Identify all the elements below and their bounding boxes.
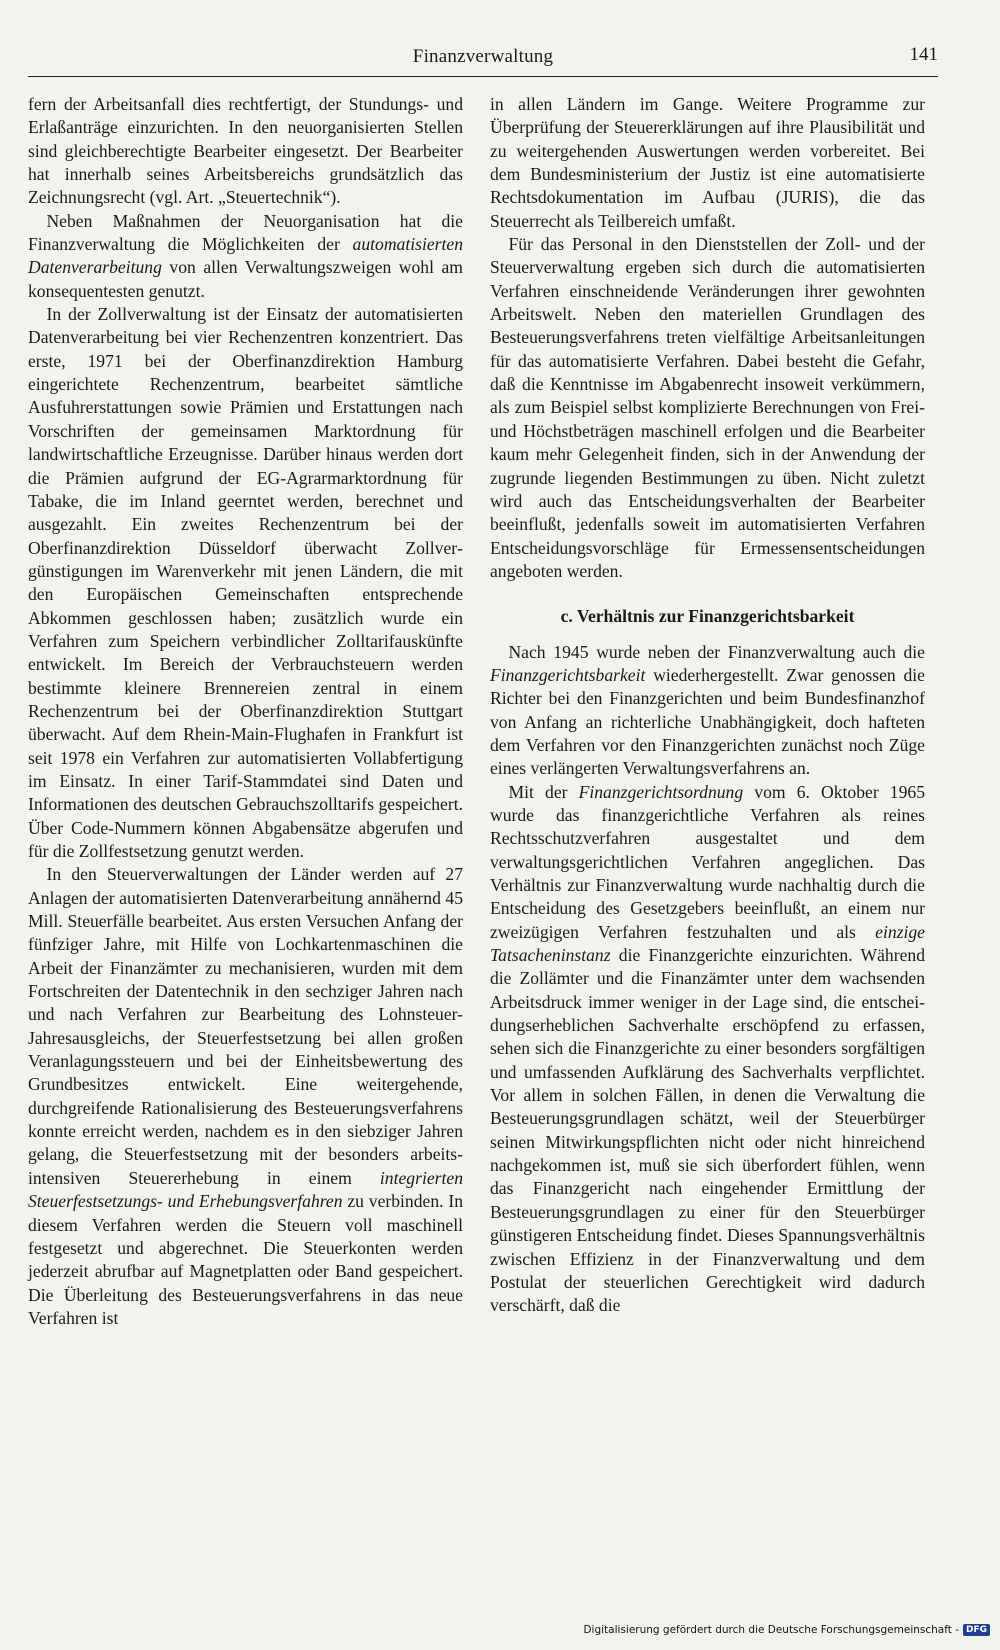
footer-text: Digitalisierung gefördert durch die Deutsche Forschungsgemeinschaft -: [583, 1624, 959, 1636]
emphasis: Finanzgerichtsbarkeit: [490, 664, 646, 685]
section-heading: c. Verhältnis zur Finanzgerichtsbarkeit: [560, 606, 855, 627]
running-header: [28, 42, 938, 77]
page-number: 141: [909, 44, 938, 65]
paragraph: Für das Personal in den Dienststellen der Zoll- und der Steuerverwaltung ergeben sich durch die automatisierten Verfahren einschneidende Veränderungen ihrer gewohnten Arbeitswelt. Neben den materiellen Grundlagen des Besteuerungsverfahrens treten vielfältige Arbeitsanleitungen für das automatisierte Verfahren. Dabei besteht die Gefahr, daß die Kenntnisse im Abgabenrecht insoweit verkümmern, als zum Beispiel selbst komplizierte Berechnungen von Frei- und Höchstbeträgen maschinell erfolgen und die Bearbeiter kaum mehr Gelegenheit finden, sich in der Anwendung der zugrunde liegenden Bestimmungen zu üben. Nicht zuletzt wird auch das Entscheidungsverhalten der Bearbeiter beeinflußt, jedenfalls soweit im automatisierten Verfahren Entscheidungsvorschläge für Ermessensentscheidungen angeboten werden.: [490, 234, 925, 581]
dfg-logo: DFG: [963, 1624, 990, 1636]
right-column: [490, 93, 925, 1318]
paragraph: Neben Maßnahmen der Neuorganisation hat die Finanzverwaltung die Möglichkeiten der automatisierten Datenverarbeitung von allen Verwaltungszweigen wohl am konsequentesten genutzt.: [28, 210, 463, 301]
header-title: Finanzverwaltung: [412, 46, 554, 67]
paragraph: In den Steuerverwaltungen der Länder werden auf 27 Anlagen der automatisierten Datenverarbeitung annähernd 45 Mill. Steuerfälle bearbeitet. Aus ersten Versuchen Anfang der fünfziger Jahre, mit Hilfe von Lochkartenmaschinen die Arbeit der Finanzämter zu mechanisieren, wurden mit dem Fortschreiten der Datentechnik in den sechziger Jahren nach und nach Verfahren zur Bearbeitung des Lohnsteuer-Jahresausgleichs, der Steuerfestsetzung bei allen großen Veranlagungssteuern und bei der Einheitsbewertung des Grundbesitzes entwickelt. Eine weitergehende, durchgreifende Rationalisierung des Besteuerungsverfahrens konnte erreicht werden, nachdem es in den siebziger Jahren gelang, die Steuerfestsetzung mit der besonders arbeitsintensiven Steuererhebung in einem integrierten Steuerfestsetzungs- und Erhebungsverfahren zu verbinden. In diesem Verfahren werden die Steuern voll maschinell festgesetzt und abgerechnet. Die Steuerkonten werden jederzeit abrufbar auf Magnetplatten oder Band gespeichert. Die Überleitung des Besteuerungsverfahrens in das neue Verfahren ist: [28, 864, 463, 1328]
paragraph: fern der Arbeitsanfall dies rechtfertigt, der Stundungs- und Erlaßanträge einzurichten. In den neuorganisierten Stellen sind gleichberechtigte Bearbeiter eingesetzt. Der Bearbeiter hat innerhalb seines Arbeitsbereichs grundsätzlich das Zeichnungsrecht (vgl. Art. „Steuertechnik“).: [28, 94, 463, 208]
emphasis: automatisierten Datenverarbeitung: [28, 234, 463, 278]
left-column: [28, 93, 463, 1330]
paragraph: Nach 1945 wurde neben der Finanzverwaltung auch die Finanzgerichtsbarkeit wiederhergestellt. Zwar genossen die Richter bei den Finanzgerichten und beim Bundesfinanzhof von Anfang an richterliche Unabhängigkeit, doch hafteten dem Verfahren vor den Finanzgerichten zunächst noch Züge eines verlängerten Verwaltungsverfahrens an.: [490, 641, 925, 779]
emphasis: einzige Tatsacheninstanz: [490, 921, 925, 966]
emphasis: Finanzgerichtsordnung: [578, 781, 744, 802]
emphasis: integrierten Steuerfestsetzungs- und Erhebungsverfahren: [28, 1167, 463, 1212]
paragraph: in allen Ländern im Gange. Weitere Programme zur Überprüfung der Steuererklärungen auf ihre Plausibilität und zu weitergehenden Auswertungen werden vorbereitet. Bei dem Bundesministerium der Justiz ist eine automatisierte Rechtsdokumentation im Aufbau (JURIS), die das Steuerrecht als Teilbereich umfaßt.: [490, 94, 925, 231]
paragraph: In der Zollverwaltung ist der Einsatz der automatisierten Datenverarbeitung bei vier Rechenzentren konzentriert. Das erste, 1971 bei der Oberfinanzdirektion Hamburg eingerichtete Rechenzentrum, bearbeitet sämtliche Ausfuhrerstattungen sowie Prämien und Erstattungen nach Vorschriften der gemeinsamen Marktordnung für landwirtschaftliche Erzeugnisse. Darüber hinaus werden dort die Prämien aufgrund der EG-Agrarmarktordnung für Tabake, die im Inland geerntet werden, berechnet und ausgezahlt. Ein zweites Rechenzentrum bei der Oberfinanzdirektion Düsseldorf überwacht Zollvergünstigungen im Warenverkehr mit jenen Ländern, die mit den Europäischen Gemeinschaften entsprechende Abkommen geschlossen haben; zusätzlich wurde ein Verfahren zum Speichern verbindlicher Zolltarifauskünfte entwickelt. Im Bereich der Verbrauchsteuern werden bestimmte kleinere Brennereien zentral in einem Rechenzentrum bei der Oberfinanzdirektion Stuttgart überwacht. Auf dem Rhein-Main-Flughafen in Frankfurt ist seit 1978 ein Verfahren zur automatisierten Vollabfertigung im Einsatz. In einer Tarif-Stammdatei sind Daten und Informationen des deutschen Gebrauchszolltarifs gespeichert. Über Code-Nummern können Abgabensätze abgerufen und für die Zollfestsetzung genutzt werden.: [28, 304, 463, 861]
paragraph: Mit der Finanzgerichtsordnung vom 6. Oktober 1965 wurde das finanzgerichtliche Verfahren als reines Rechtsschutzverfahren ausgestaltet und dem verwaltungsgerichtlichen Verfahren angeglichen. Das Verhältnis zur Finanzverwaltung wurde nachhaltig durch die Entscheidung des Gesetzgebers beeinflußt, an einem nur zweizügigen Verfahren festzuhalten und als einzige Tatsacheninstanz die Finanzgerichte einzurichten. Während die Zollämter und die Finanzämter unter dem wachsenden Arbeitsdruck immer weniger in der Lage sind, die entscheidungserheblichen Sachverhalte erschöpfend zu erfassen, sehen sich die Finanzgerichte zu einer besonders sorgfältigen und umfassenden Aufklärung des Sachverhalts verpflichtet. Vor allem in solchen Fällen, in denen die Verwaltung die Besteuerungsgrundlagen schätzt, weil der Steuerbürger seinen Mitwirkungspflichten nicht oder nicht hinreichend nachgekommen ist, muß sie sich überfordert fühlen, wenn das Finanzgericht nach eingehender Ermittlung der Besteuerungsgrundlagen zu einer für den Steuerbürger günstigeren Entscheidung findet. Dieses Spannungsverhältnis zwischen Effizienz in der Finanzverwaltung und dem Postulat der steuerlichen Gerechtigkeit wird dadurch verschärft, daß die: [490, 781, 925, 1316]
digitization-footer: [583, 1624, 990, 1636]
